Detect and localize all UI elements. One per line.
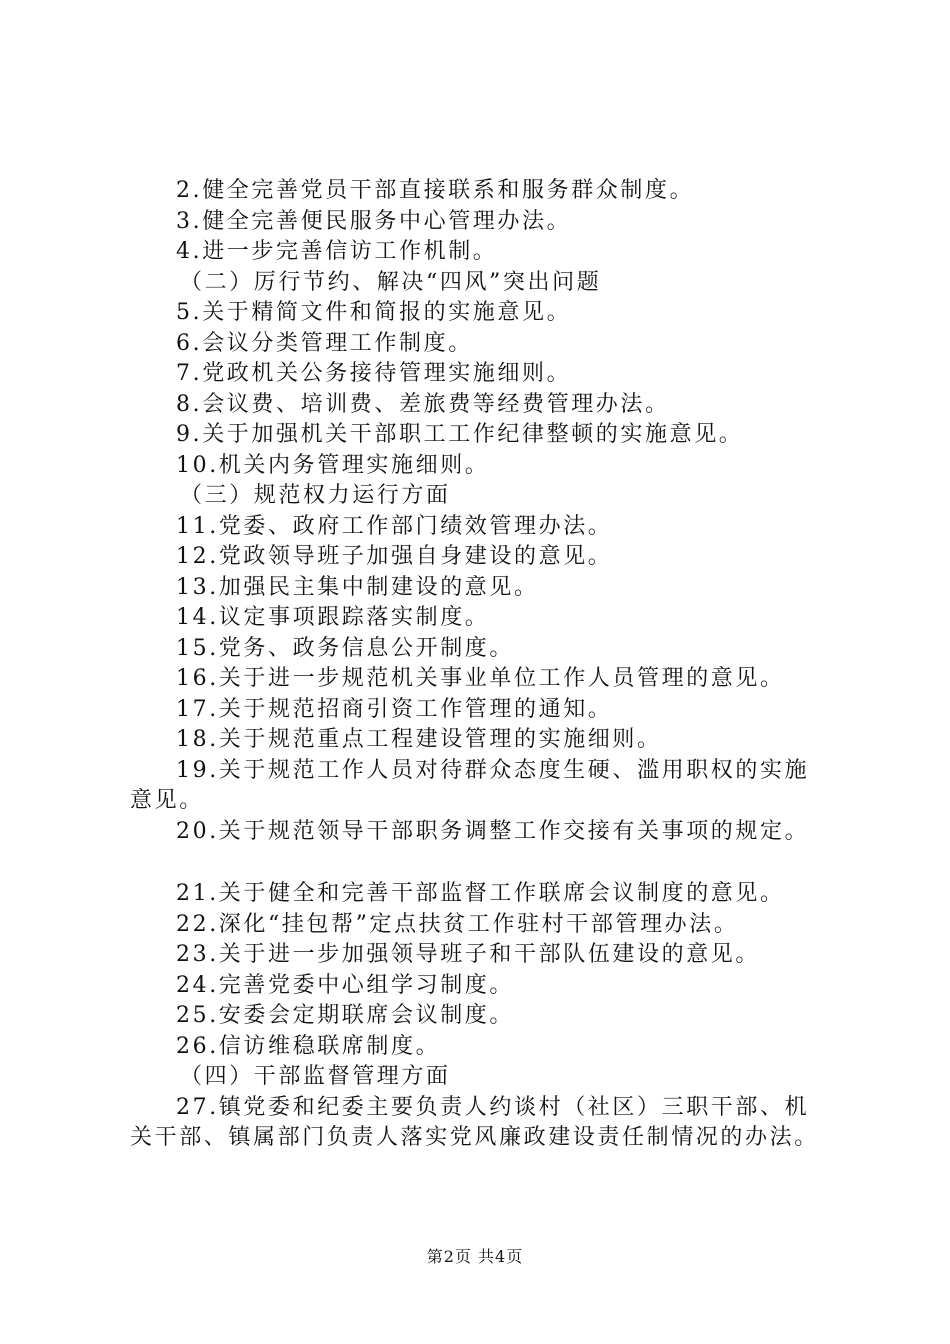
list-item: 8.会议费、培训费、差旅费等经费管理办法。 [176,391,670,417]
list-item: 18.关于规范重点工程建设管理的实施细则。 [176,727,662,752]
list-item: 5.关于精简文件和简报的实施意见。 [176,300,572,325]
list-item: 25.安委会定期联席会议制度。 [176,1003,514,1028]
list-item: 7.党政机关公务接待管理实施细则。 [176,361,572,386]
list-item: 21.关于健全和完善干部监督工作联席会议制度的意见。 [176,881,785,906]
list-item: 2.健全完善党员干部直接联系和服务群众制度。 [176,178,695,203]
list-item: 26.信访维稳联席制度。 [176,1033,441,1059]
list-item: 13.加强民主集中制建设的意见。 [176,574,539,600]
page-footer: 第2页 共4页 [426,1247,524,1266]
list-item: 24.完善党委中心组学习制度。 [176,972,514,998]
list-item: 3.健全完善便民服务中心管理办法。 [176,208,572,234]
list-item: 12.党政领导班子加强自身建设的意见。 [176,544,613,569]
list-item: 11.党委、政府工作部门绩效管理办法。 [176,513,613,539]
list-item: 16.关于进一步规范机关事业单位工作人员管理的意见。 [176,666,785,691]
list-item: 22.深化“挂包帮”定点扶贫工作驻村干部管理办法。 [176,911,739,937]
document-body [130,176,830,1154]
list-item-19: 19.关于规范工作人员对待群众态度生硬、滥用职权的实施意见。 [130,757,810,813]
blank-line [130,847,830,879]
list-item: 15.党务、政务信息公开制度。 [176,635,514,661]
list-item: 6.会议分类管理工作制度。 [176,330,473,356]
section-heading-3: （三）规范权力运行方面 [180,483,451,508]
list-item: 17.关于规范招商引资工作管理的通知。 [176,696,613,722]
list-item-27: 27.镇党委和纪委主要负责人约谈村（社区）三职干部、机关干部、镇属部门负责人落实党风廉政建设责任制情况的办法。 [130,1094,819,1150]
list-item: 10.机关内务管理实施细则。 [176,452,490,478]
list-item: 14.议定事项跟踪落实制度。 [176,605,490,630]
list-item: 4.进一步完善信访工作机制。 [176,239,498,264]
list-item-20: 20.关于规范领导干部职务调整工作交接有关事项的规定。 [176,818,810,844]
section-heading-4: （四）干部监督管理方面 [180,1064,451,1089]
list-item: 23.关于进一步加强领导班子和干部队伍建设的意见。 [176,942,760,967]
section-heading-2: （二）厉行节约、解决“四风”突出问题 [180,269,602,295]
list-item: 9.关于加强机关干部职工工作纪律整顿的实施意见。 [176,422,744,447]
